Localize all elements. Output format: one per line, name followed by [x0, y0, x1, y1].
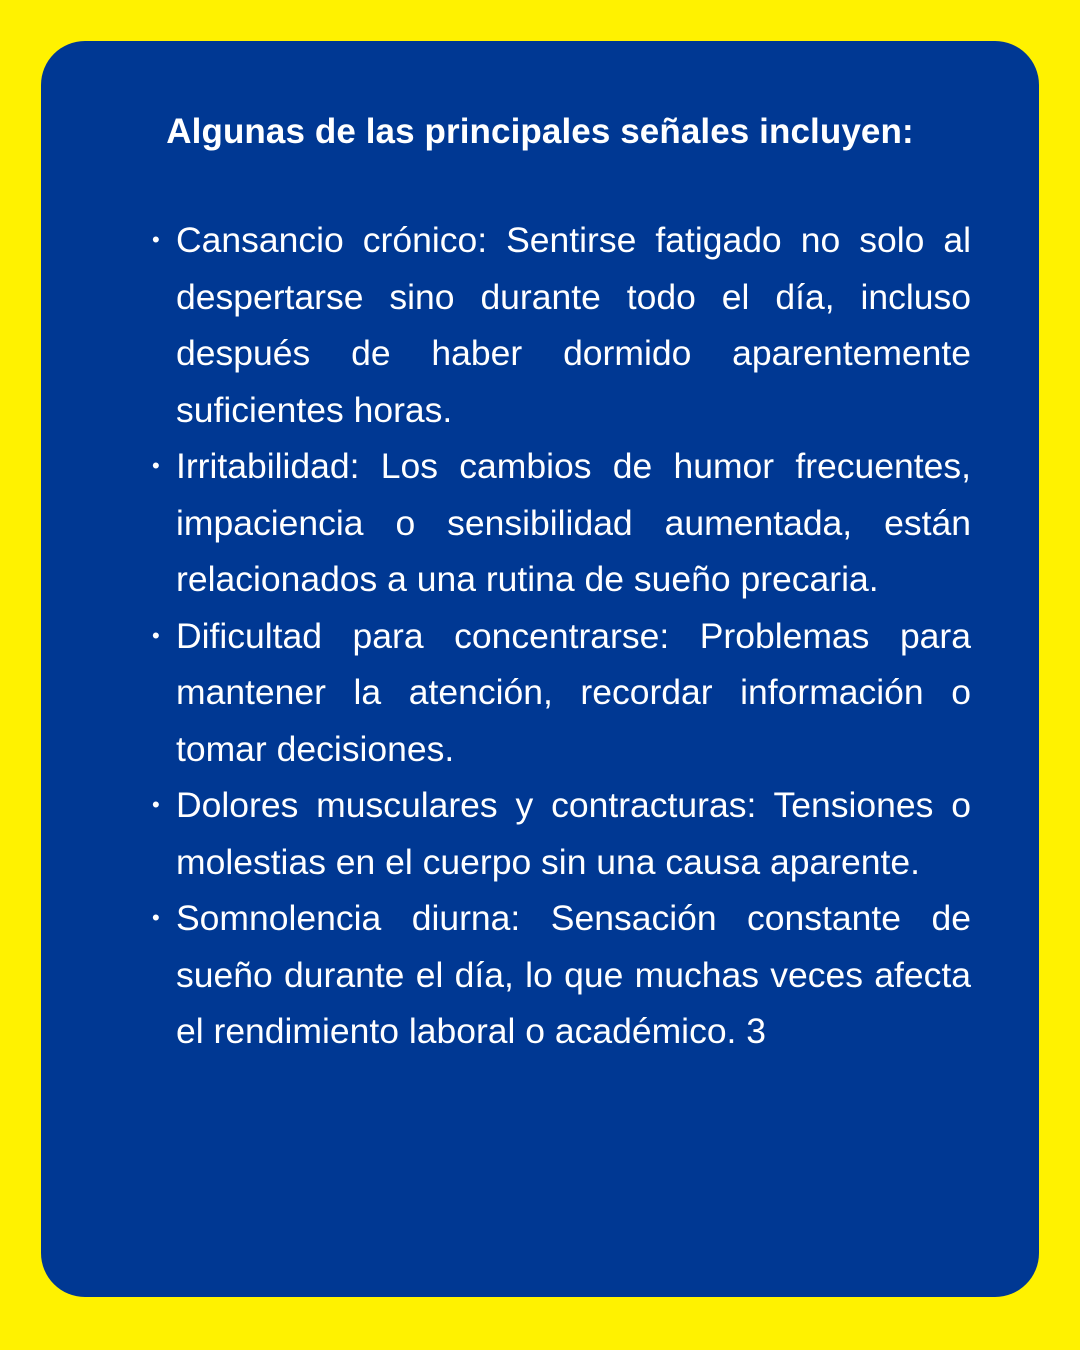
list-item: [152, 890, 971, 1060]
list-item: [152, 438, 971, 608]
list-item-text: Dolores musculares y contracturas: Tensiones o molestias en el cuerpo sin una causa aparente.: [176, 785, 971, 882]
bullet-icon: •: [152, 622, 160, 648]
list-item: [152, 608, 971, 778]
list-item-text: Somnolencia diurna: Sensación constante de sueño durante el día, lo que muchas veces afecta el rendimiento laboral o académico. 3: [176, 898, 971, 1051]
list-item: [152, 777, 971, 890]
bullet-icon: •: [152, 792, 160, 817]
list-item-text: Cansancio crónico: Sentirse fatigado no solo al despertarse sino durante todo el día, incluso después de haber dormido aparentemente suficientes horas.: [176, 220, 971, 430]
list-item-text: Irritabilidad: Los cambios de humor frecuentes, impaciencia o sensibilidad aumentada, están relacionados a una rutina de sueño precaria.: [176, 446, 971, 599]
bullet-icon: •: [152, 905, 160, 930]
bullet-icon: •: [152, 453, 160, 478]
list-item: [152, 212, 971, 438]
page-title: Algunas de las principales señales incluyen:: [166, 112, 914, 151]
signs-list: [152, 212, 971, 1060]
list-item-text: Dificultad para concentrarse: Problemas para mantener la atención, recordar información o tomar decisiones.: [176, 615, 971, 769]
bullet-icon: •: [152, 227, 160, 252]
